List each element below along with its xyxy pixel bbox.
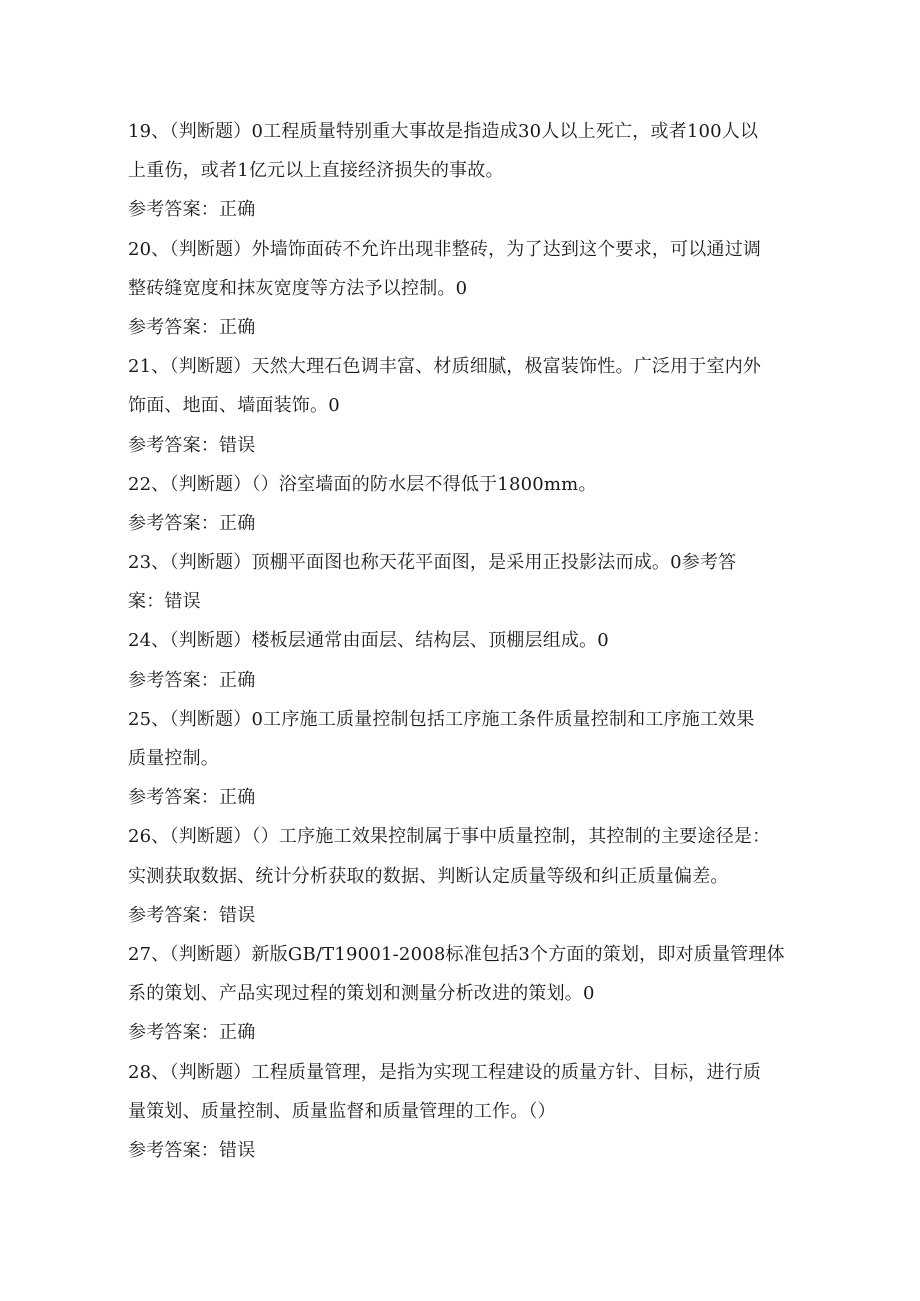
question-28-line-2: 量策划、质量控制、质量监督和质量管理的工作。（） (128, 1100, 556, 1122)
answer-20: 参考答案：正确 (128, 316, 256, 338)
question-26-line-2: 实测获取数据、统计分析获取的数据、判断认定质量等级和纠正质量偏差。 (128, 865, 729, 887)
answer-25: 参考答案：正确 (128, 787, 256, 809)
question-20-line-1: 20、（判断题）外墙饰面砖不允许出现非整砖，为了达到这个要求，可以通过调 (128, 238, 762, 260)
question-22-line-1: 22、（判断题）（）浴室墙面的防水层不得低于1800mm。 (128, 473, 597, 495)
question-list (128, 112, 808, 1170)
question-25-line-1: 25、（判断题）0工序施工质量控制包括工序施工条件质量控制和工序施工效果 (128, 708, 755, 730)
question-24-line-1: 24、（判断题）楼板层通常由面层、结构层、顶棚层组成。0 (128, 630, 609, 652)
answer-24: 参考答案：正确 (128, 669, 256, 691)
question-19-line-1: 19、（判断题）0工程质量特别重大事故是指造成30人以上死亡，或者100人以 (128, 121, 759, 142)
question-27-line-2: 系的策划、产品实现过程的策划和测量分析改进的策划。0 (128, 983, 595, 1005)
question-25-line-2: 质量控制。 (128, 748, 219, 769)
question-27-line-1: 27、（判断题）新版GB/T19001-2008标准包括3个方面的策划，即对质量管理体 (128, 943, 785, 965)
answer-26: 参考答案：错误 (128, 904, 256, 926)
question-23-line-2: 案：错误 (128, 591, 201, 613)
question-23-line-1: 23、（判断题）顶棚平面图也称天花平面图，是采用正投影法而成。0参考答 (128, 552, 737, 574)
answer-22: 参考答案：正确 (128, 512, 256, 534)
answer-28: 参考答案：错误 (128, 1139, 256, 1161)
question-28-line-1: 28、（判断题）工程质量管理，是指为实现工程建设的质量方针、目标，进行质 (128, 1061, 762, 1083)
question-21-line-1: 21、（判断题）天然大理石色调丰富、材质细腻，极富装饰性。广泛用于室内外 (128, 356, 762, 378)
answer-27: 参考答案：正确 (128, 1022, 256, 1044)
question-26-line-1: 26、（判断题）（）工序施工效果控制属于事中质量控制，其控制的主要途径是： (128, 826, 771, 848)
question-21-line-2: 饰面、地面、墙面装饰。0 (128, 395, 340, 417)
answer-21: 参考答案：错误 (128, 434, 256, 456)
question-20-line-2: 整砖缝宽度和抹灰宽度等方法予以控制。0 (128, 277, 468, 299)
answer-19: 参考答案：正确 (128, 199, 256, 221)
question-19-line-2: 上重伤，或者1亿元以上直接经济损失的事故。 (128, 160, 504, 182)
